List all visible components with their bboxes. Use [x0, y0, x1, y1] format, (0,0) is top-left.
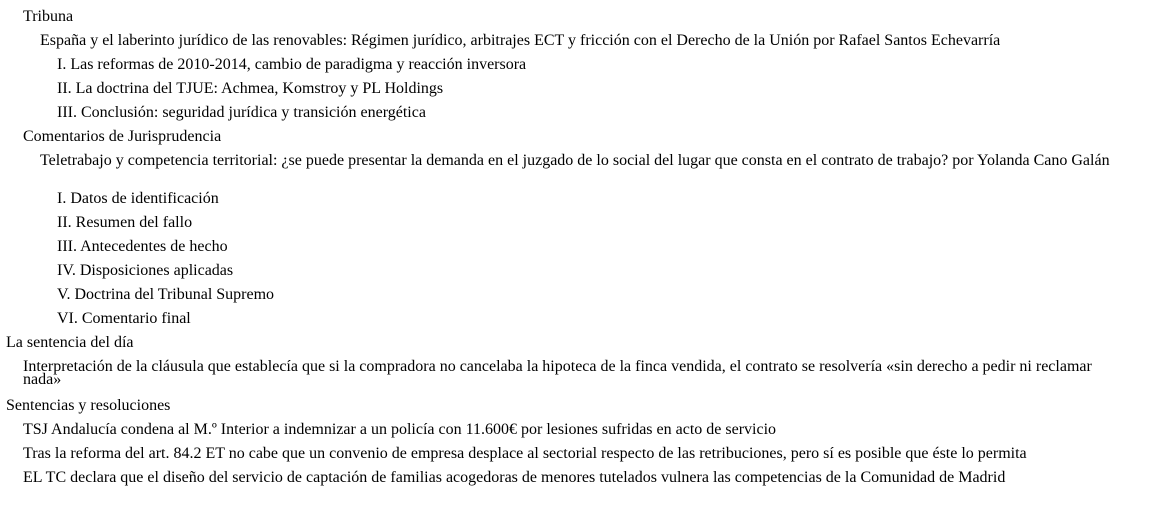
article-teletrabajo[interactable]: Teletrabajo y competencia territorial: ¿se puede presentar la demanda en el juzgado de lo social del lugar que consta en el contrato de trabajo? por Yolanda Cano Galán	[40, 152, 1110, 169]
article-tsj-andalucia[interactable]: TSJ Andalucía condena al M.º Interior a indemnizar a un policía con 11.600€ por lesiones sufridas en acto de servicio	[23, 421, 777, 438]
subsection-disposiciones[interactable]: IV. Disposiciones aplicadas	[57, 262, 234, 279]
subsection-doctrina-tjue[interactable]: II. La doctrina del TJUE: Achmea, Komstroy y PL Holdings	[57, 80, 444, 97]
section-sentencias-resoluciones[interactable]: Sentencias y resoluciones	[6, 397, 171, 414]
section-comentarios-jurisprudencia[interactable]: Comentarios de Jurisprudencia	[23, 128, 222, 145]
article-clausula-hipoteca[interactable]: Interpretación de la cláusula que establecía que si la compradora no cancelaba la hipoteca de la finca vendida, el contrato se resolvería «sin derecho a pedir ni reclamar nada»	[23, 358, 1092, 388]
subsection-datos-identificacion[interactable]: I. Datos de identificación	[57, 190, 219, 207]
subsection-comentario-final[interactable]: VI. Comentario final	[57, 310, 191, 327]
article-renovables[interactable]: España y el laberinto jurídico de las renovables: Régimen jurídico, arbitrajes ECT y fricción con el Derecho de la Unión por Rafael Santos Echevarría	[40, 32, 1001, 49]
section-tribuna[interactable]: Tribuna	[23, 8, 74, 25]
article-reforma-842-et[interactable]: Tras la reforma del art. 84.2 ET no cabe que un convenio de empresa desplace al sectorial respecto de las retribuciones, pero sí es posible que éste lo permita	[23, 445, 1027, 462]
subsection-doctrina-ts[interactable]: V. Doctrina del Tribunal Supremo	[57, 286, 275, 303]
section-sentencia-del-dia[interactable]: La sentencia del día	[6, 334, 134, 351]
subsection-resumen-fallo[interactable]: II. Resumen del fallo	[57, 214, 193, 231]
subsection-conclusion[interactable]: III. Conclusión: seguridad jurídica y transición energética	[57, 104, 426, 121]
article-tc-familias-acogedoras[interactable]: EL TC declara que el diseño del servicio de captación de familias acogedoras de menores tutelados vulnera las competencias de la Comunidad de Madrid	[23, 469, 1006, 486]
subsection-antecedentes[interactable]: III. Antecedentes de hecho	[57, 238, 228, 255]
subsection-reformas[interactable]: I. Las reformas de 2010-2014, cambio de paradigma y reacción inversora	[57, 56, 527, 73]
